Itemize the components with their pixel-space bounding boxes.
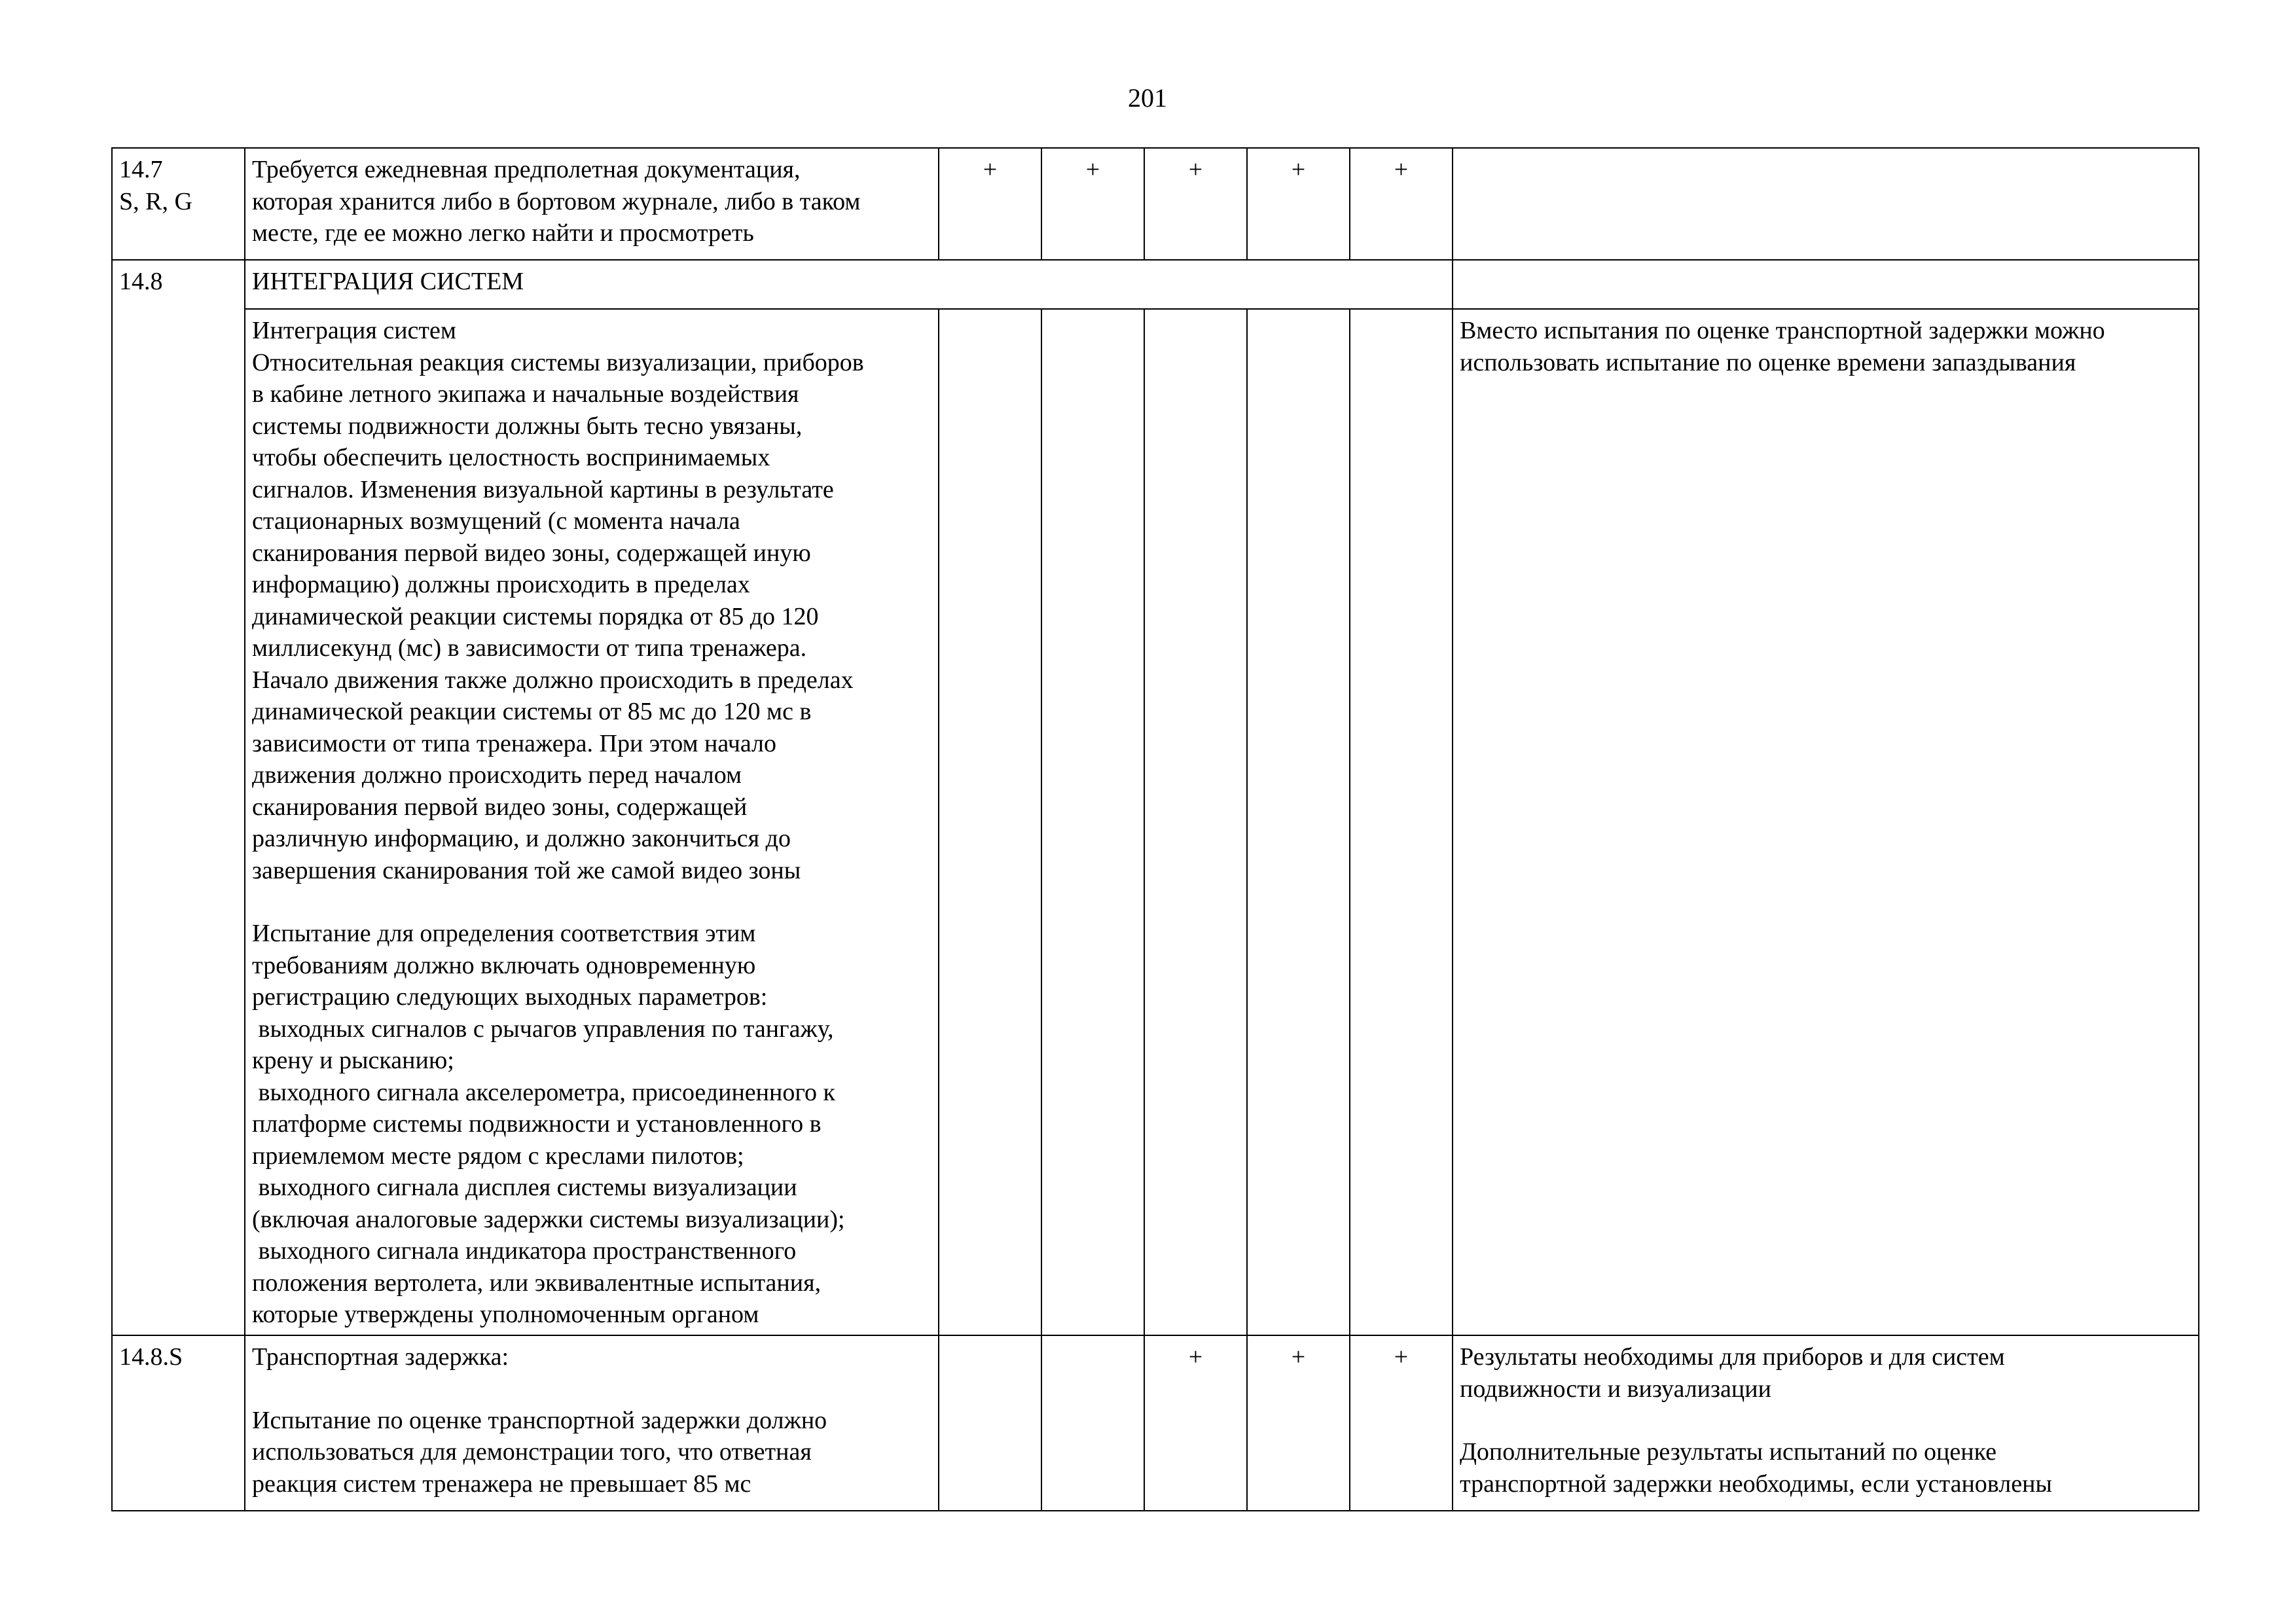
level-mark: + [1350,1335,1453,1511]
requirement-line: стационарных возмущений (с момента начала [252,507,740,535]
requirement-line: платформе системы подвижности и установленного в [252,1110,822,1138]
requirement-line: положения вертолета, или эквивалентные испытания, [252,1269,822,1297]
requirement-line: требованиям должно включать одновременную [252,951,756,979]
requirement-line: сканирования первой видео зоны, содержащей иную [252,539,811,567]
requirement-line: движения должно происходить перед началом [252,761,742,789]
requirement-line: Требуется ежедневная предполетная документация, [252,156,801,183]
level-mark [939,1335,1041,1511]
page-number: 201 [1128,83,1167,113]
requirement-line: Испытание для определения соответствия этим [252,920,756,947]
note-line: транспортной задержки необходимы, если установлены [1460,1470,2052,1498]
level-mark [939,309,1041,1335]
row-id: 14.8 [119,268,163,295]
level-mark [1350,309,1453,1335]
level-mark [1247,309,1350,1335]
requirement-line: сканирования первой видео зоны, содержащей [252,793,748,821]
level-mark: + [1350,148,1453,260]
requirement-cell [245,1335,939,1511]
requirement-line: реакция систем тренажера не превышает 85 мс [252,1470,751,1498]
requirement-line: выходных сигналов с рычагов управления по тангажу, [252,1015,834,1043]
requirement-line: миллисекунд (мс) в зависимости от типа тренажера. [252,634,807,662]
level-mark: + [1144,148,1247,260]
requirement-cell [245,309,939,1335]
note-cell [1453,148,2199,260]
requirement-line: динамической реакции системы от 85 мс до 120 мс в [252,698,812,725]
requirement-line: использоваться для демонстрации того, что ответная [252,1438,812,1466]
requirement-line: которые утверждены уполномоченным органом [252,1301,759,1328]
note-line: подвижности и визуализации [1460,1375,1771,1403]
table-row [112,309,2199,1335]
note-cell [1453,260,2199,309]
row-id-cell [112,1335,245,1511]
section-title: ИНТЕГРАЦИЯ СИСТЕМ [252,268,524,295]
requirement-line: (включая аналоговые задержки системы визуализации); [252,1205,845,1233]
requirement-line: Испытание по оценке транспортной задержки должно [252,1406,827,1434]
level-mark: + [939,148,1041,260]
requirement-line: Относительная реакция системы визуализации, приборов [252,348,864,376]
requirement-cell [245,148,939,260]
section-heading [245,260,1453,309]
note-line: Дополнительные результаты испытаний по оценке [1460,1438,1997,1466]
requirement-line: выходного сигнала индикатора пространственного [252,1237,797,1265]
note-line: Результаты необходимы для приборов и для систем [1460,1343,2005,1371]
requirement-line: зависимости от типа тренажера. При этом начало [252,729,777,757]
requirement-line: сигналов. Изменения визуальной картины в результате [252,475,834,503]
requirement-line: чтобы обеспечить целостность воспринимаемых [252,444,770,471]
level-mark [1041,309,1144,1335]
paragraph-gap [252,886,931,918]
level-mark: + [1041,148,1144,260]
note-cell [1453,309,2199,1335]
row-id-cell [112,260,245,1335]
requirement-line: приемлемом месте рядом с креслами пилотов; [252,1142,744,1170]
row-id-cell [112,148,245,260]
paragraph-gap [252,1373,931,1405]
row-category: S, R, G [119,187,192,215]
requirement-line: в кабине летного экипажа и начальные воздействия [252,380,799,408]
level-mark [1144,309,1247,1335]
requirement-line: Транспортная задержка: [252,1343,509,1371]
requirement-line: системы подвижности должны быть тесно увязаны, [252,412,803,440]
row-id: 14.8.S [119,1343,183,1371]
note-line: использовать испытание по оценке времени запаздывания [1460,348,2076,376]
row-id: 14.7 [119,156,163,183]
level-mark [1041,1335,1144,1511]
requirement-line: месте, где ее можно легко найти и просмотреть [252,219,754,247]
level-mark: + [1144,1335,1247,1511]
table-row [112,1335,2199,1511]
requirements-table [111,147,2199,1511]
requirement-line: информацию) должны происходить в пределах [252,571,750,598]
level-mark: + [1247,148,1350,260]
note-cell [1453,1335,2199,1511]
requirement-line: Интеграция систем [252,317,456,344]
table-row [112,148,2199,260]
level-mark: + [1247,1335,1350,1511]
requirement-line: крену и рысканию; [252,1047,454,1074]
paragraph-gap [1460,1405,2192,1436]
requirement-line: завершения сканирования той же самой видео зоны [252,856,801,884]
requirement-line: выходного сигнала акселерометра, присоединенного к [252,1078,835,1106]
requirement-line: которая хранится либо в бортовом журнале, либо в таком [252,187,861,215]
requirement-line: Начало движения также должно происходить в пределах [252,666,854,694]
requirement-line: выходного сигнала дисплея системы визуализации [252,1174,797,1201]
requirement-line: различную информацию, и должно закончиться до [252,825,791,852]
note-line: Вместо испытания по оценке транспортной задержки можно [1460,317,2105,344]
requirement-line: регистрацию следующих выходных параметров: [252,983,768,1011]
table-row [112,260,2199,309]
requirement-line: динамической реакции системы порядка от 85 до 120 [252,602,819,630]
